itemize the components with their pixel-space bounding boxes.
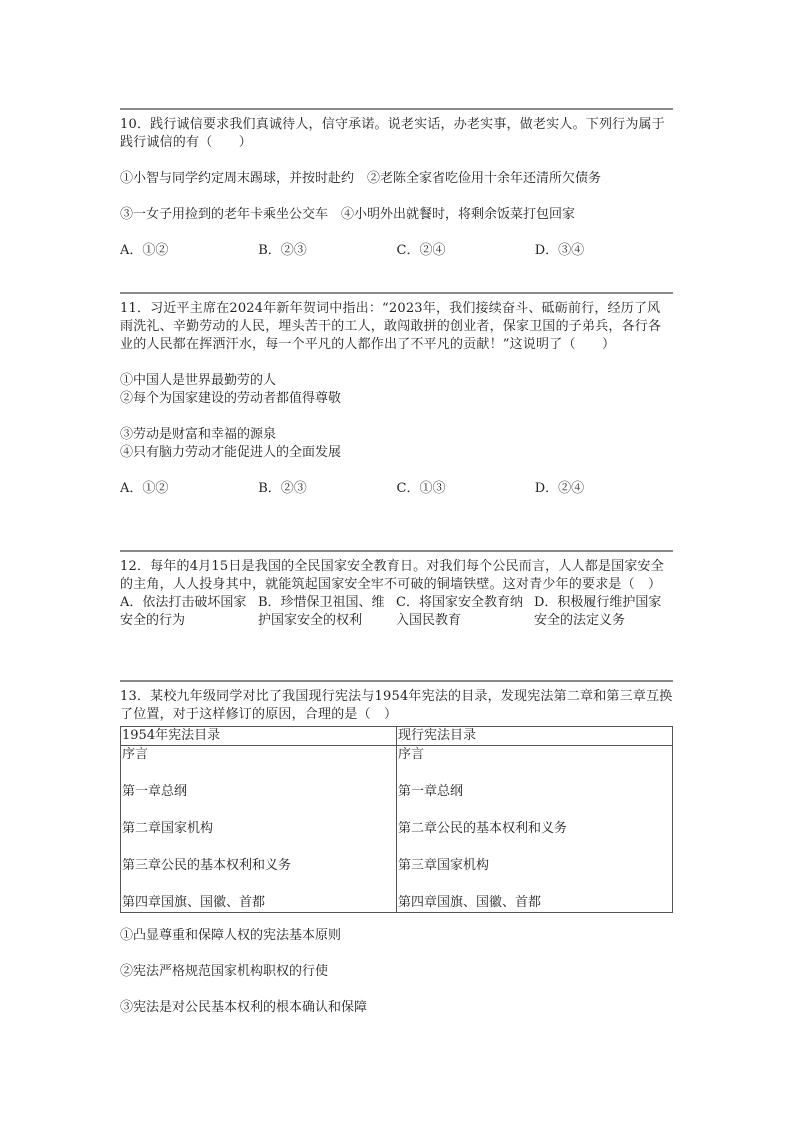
constitution-comparison-table <box>120 726 673 913</box>
toc-entry: 第三章国家机构 <box>398 858 490 873</box>
toc-entry: 第四章国旗、国徽、首都 <box>122 895 266 910</box>
question-11-statement-1: ①中国人是世界最勤劳的人 <box>120 373 277 388</box>
option-a[interactable]: A．依法打击破坏国家安全的行为 <box>120 595 247 628</box>
table-cell-1954 <box>121 746 397 913</box>
table-cell-current <box>397 746 673 913</box>
question-11 <box>120 292 673 498</box>
question-10-options <box>120 242 673 260</box>
option-c[interactable]: C．②④ <box>396 243 446 258</box>
question-11-statement-2: ②每个为国家建设的劳动者都值得尊敬 <box>120 391 342 406</box>
question-11-options <box>120 480 673 498</box>
question-13-stem: 13．某校九年级同学对比了我国现行宪法与1954年宪法的目录，发现宪法第二章和第三章互换了位置，对于这样修订的原因，合理的是（ ） <box>120 689 673 722</box>
table-row <box>121 746 673 913</box>
question-11-stem: 11．习近平主席在2024年新年贺词中指出：“2023年，我们接续奋斗、砥砺前行，经历了风雨洗礼、辛勤劳动的人民，埋头苦干的工人，敢闯敢拼的创业者，保家卫国的子弟兵，各行各业的人民都在挥洒汗水，每一个平凡的人都作出了不平凡的贡献！”这说明了（ ） <box>120 301 662 352</box>
question-13-statement-1: ①凸显尊重和保障人权的宪法基本原则 <box>120 928 342 943</box>
question-13 <box>120 680 673 1017</box>
toc-entry: 第二章公民的基本权利和义务 <box>398 821 568 836</box>
question-divider <box>120 108 673 110</box>
question-13-statement-3: ③宪法是对公民基本权利的根本确认和保障 <box>120 1000 368 1015</box>
question-divider <box>120 680 673 682</box>
question-12-stem: 12．每年的4月15日是我国的全民国家安全教育日。对我们每个公民而言，人人都是国家安全的主角，人人投身其中，就能筑起国家安全牢不可破的铜墙铁壁。这对青少年的要求是（ ） <box>120 559 664 592</box>
toc-entry: 第一章总纲 <box>122 784 188 799</box>
question-11-statement-4: ④只有脑力劳动才能促进人的全面发展 <box>120 445 342 460</box>
question-12-options <box>120 594 673 630</box>
question-11-statement-3: ③劳动是财富和幸福的源泉 <box>120 427 277 442</box>
toc-entry: 第四章国旗、国徽、首都 <box>398 895 542 910</box>
table-header-row <box>121 727 673 746</box>
question-divider <box>120 550 673 552</box>
question-10-stem: 10．践行诚信要求我们真诚待人，信守承诺。说老实话，办老实事，做老实人。下列行为属于践行诚信的有（ ） <box>120 117 665 150</box>
option-a[interactable]: A．①② <box>120 481 169 496</box>
option-a[interactable]: A．①② <box>120 243 169 258</box>
toc-entry: 序言 <box>122 747 149 762</box>
table-header-current: 现行宪法目录 <box>397 727 673 746</box>
toc-entry: 第一章总纲 <box>398 784 464 799</box>
option-d[interactable]: D．③④ <box>534 243 585 258</box>
option-c[interactable]: C．①③ <box>396 481 446 496</box>
question-divider <box>120 292 673 294</box>
toc-entry: 序言 <box>398 747 425 762</box>
option-d[interactable]: D．积极履行维护国家安全的法定义务 <box>534 595 662 628</box>
option-d[interactable]: D．②④ <box>534 481 585 496</box>
option-b[interactable]: B．②③ <box>258 243 307 258</box>
question-13-statement-2: ②宪法严格规范国家机构职权的行使 <box>120 964 329 979</box>
question-10-statement-1: ①小智与同学约定周末踢球，并按时赴约 ②老陈全家省吃俭用十余年还清所欠债务 <box>120 171 602 186</box>
option-c[interactable]: C．将国家安全教育纳入国民教育 <box>396 595 523 628</box>
toc-entry: 第二章国家机构 <box>122 821 214 836</box>
option-b[interactable]: B．②③ <box>258 481 307 496</box>
question-10-statement-2: ③一女子用捡到的老年卡乘坐公交车 ④小明外出就餐时，将剩余饭菜打包回家 <box>120 207 576 222</box>
toc-entry: 第三章公民的基本权利和义务 <box>122 858 292 873</box>
question-10 <box>120 108 673 260</box>
table-header-1954: 1954年宪法目录 <box>121 727 397 746</box>
option-b[interactable]: B．珍惜保卫祖国、维护国家安全的权利 <box>258 595 385 628</box>
question-12 <box>120 550 673 630</box>
